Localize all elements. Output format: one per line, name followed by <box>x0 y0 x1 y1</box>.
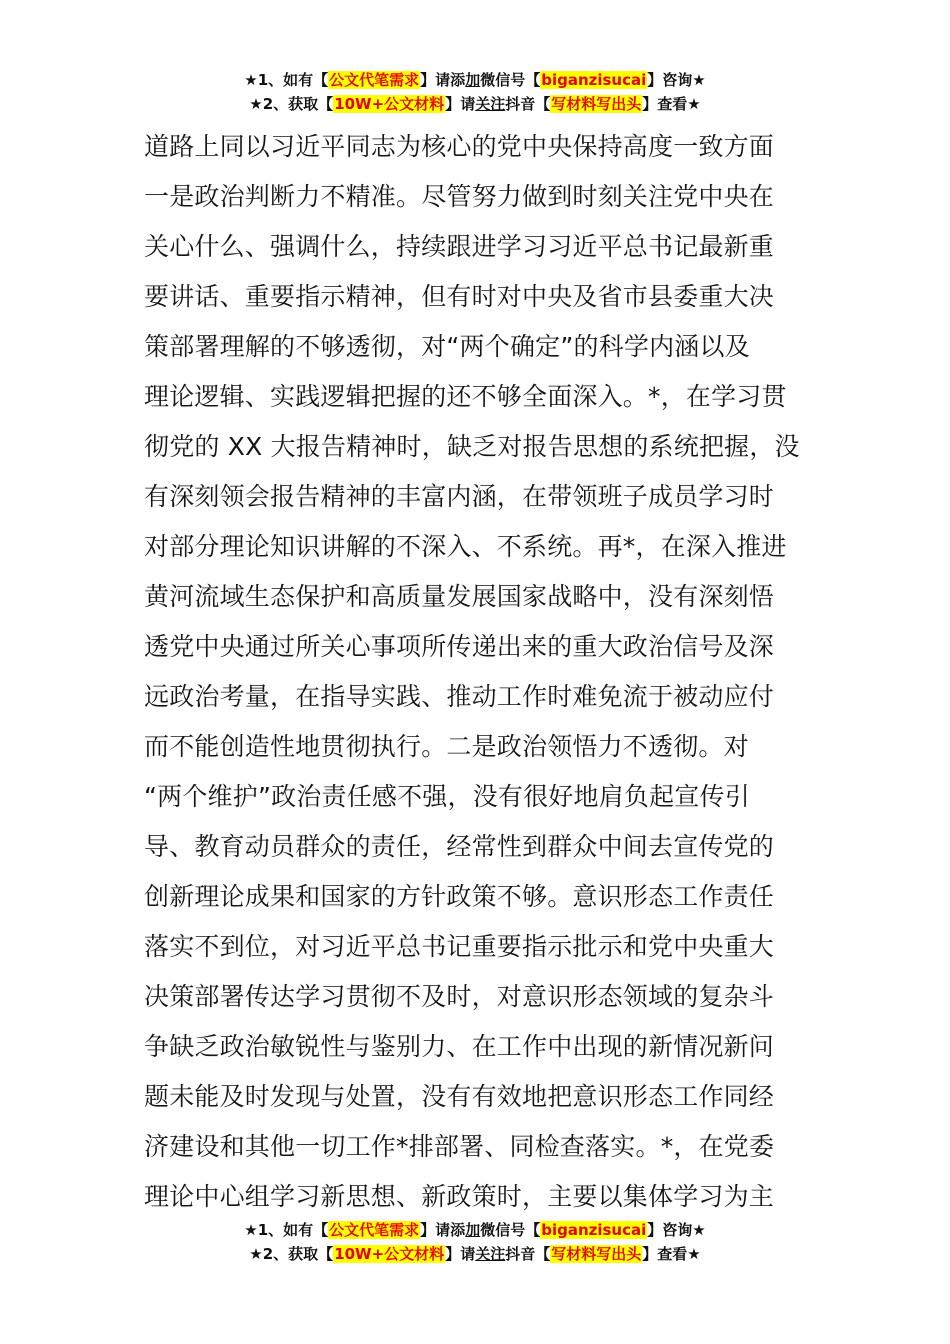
highlight-tag: 10W+公文材料 <box>334 1245 445 1263</box>
text-line: 而不能创造性地贯彻执行。二是政治领悟力不透彻。对 <box>144 732 749 761</box>
banner-text: 微信号【 <box>480 71 541 89</box>
banner-line-1 <box>0 68 950 92</box>
text-line: 道路上同以习近平同志为核心的党中央保持高度一致方面 <box>144 132 775 161</box>
banner-underlined-text: 关注 <box>475 1245 506 1263</box>
highlight-tag: 公文代笔需求 <box>329 71 420 89</box>
banner-underlined-text: 加 <box>465 71 481 89</box>
highlight-tag: 10W+公文材料 <box>334 95 445 113</box>
text-line: 有深刻领会报告精神的丰富内涵，在带领班子成员学习时 <box>144 482 775 511</box>
text-line: 济建设和其他一切工作*排部署、同检查落实。*，在党委 <box>144 1132 775 1161</box>
banner-text: ★2、获取【 <box>249 95 334 113</box>
text-line: 导、教育动员群众的责任，经常性到群众中间去宣传党的 <box>144 832 775 861</box>
text-line: 策部署理解的不够透彻，对“两个确定”的科学内涵以及 <box>144 332 750 361</box>
wechat-id-highlight: biganzisucai <box>541 1221 647 1239</box>
banner-text: 微信号【 <box>480 1221 541 1239</box>
text-line: 关心什么、强调什么，持续跟进学习习近平总书记最新重 <box>144 232 775 261</box>
banner-underlined-text: 关注 <box>475 95 506 113</box>
banner-line-2 <box>0 1242 950 1266</box>
banner-line-2 <box>0 92 950 116</box>
banner-underlined-text: 加 <box>465 1221 481 1239</box>
text-line: 理论中心组学习新思想、新政策时，主要以集体学习为主 <box>144 1182 775 1211</box>
banner-text: 】请添 <box>420 71 466 89</box>
text-line: 落实不到位，对习近平总书记重要指示批示和党中央重大 <box>144 932 775 961</box>
text-line: 透党中央通过所关心事项所传递出来的重大政治信号及深 <box>144 632 775 661</box>
banner-text: 】咨询★ <box>647 71 706 89</box>
highlight-tag: 公文代笔需求 <box>329 1221 420 1239</box>
text-line: 要讲话、重要指示精神，但有时对中央及省市县委重大决 <box>144 282 775 311</box>
text-line: 决策部署传达学习贯彻不及时，对意识形态领域的复杂斗 <box>144 982 775 1011</box>
banner-text: ★1、如有【 <box>244 71 329 89</box>
banner-text: 】请 <box>445 1245 476 1263</box>
banner-text: 】请添 <box>420 1221 466 1239</box>
banner-text: 抖音【 <box>505 95 551 113</box>
wechat-id-highlight: biganzisucai <box>541 71 647 89</box>
text-line: 黄河流域生态保护和高质量发展国家战略中，没有深刻悟 <box>144 582 775 611</box>
text-line: 理论逻辑、实践逻辑把握的还不够全面深入。*，在学习贯 <box>144 382 787 411</box>
document-body <box>144 122 814 1222</box>
banner-text: 抖音【 <box>505 1245 551 1263</box>
text-line: 对部分理论知识讲解的不深入、不系统。再*，在深入推进 <box>144 532 787 561</box>
banner-text: 】咨询★ <box>647 1221 706 1239</box>
text-line: 题未能及时发现与处置，没有有效地把意识形态工作同经 <box>144 1082 775 1111</box>
footer-banner <box>0 1218 950 1266</box>
banner-line-1 <box>0 1218 950 1242</box>
header-banner <box>0 68 950 116</box>
text-line: 远政治考量，在指导实践、推动工作时难免流于被动应付 <box>144 682 775 711</box>
douyin-account-highlight: 写材料写出头 <box>551 1245 642 1263</box>
banner-text: ★1、如有【 <box>244 1221 329 1239</box>
text-line: “两个维护”政治责任感不强，没有很好地肩负起宣传引 <box>144 782 750 811</box>
banner-text: ★2、获取【 <box>249 1245 334 1263</box>
banner-text: 】请 <box>445 95 476 113</box>
douyin-account-highlight: 写材料写出头 <box>551 95 642 113</box>
text-line: 争缺乏政治敏锐性与鉴别力、在工作中出现的新情况新问 <box>144 1032 775 1061</box>
banner-text: 】查看★ <box>642 1245 701 1263</box>
text-line: 创新理论成果和国家的方针政策不够。意识形态工作责任 <box>144 882 775 911</box>
text-line: 彻党的 XX 大报告精神时，缺乏对报告思想的系统把握，没 <box>144 432 800 461</box>
text-line: 一是政治判断力不精准。尽管努力做到时刻关注党中央在 <box>144 182 775 211</box>
banner-text: 】查看★ <box>642 95 701 113</box>
